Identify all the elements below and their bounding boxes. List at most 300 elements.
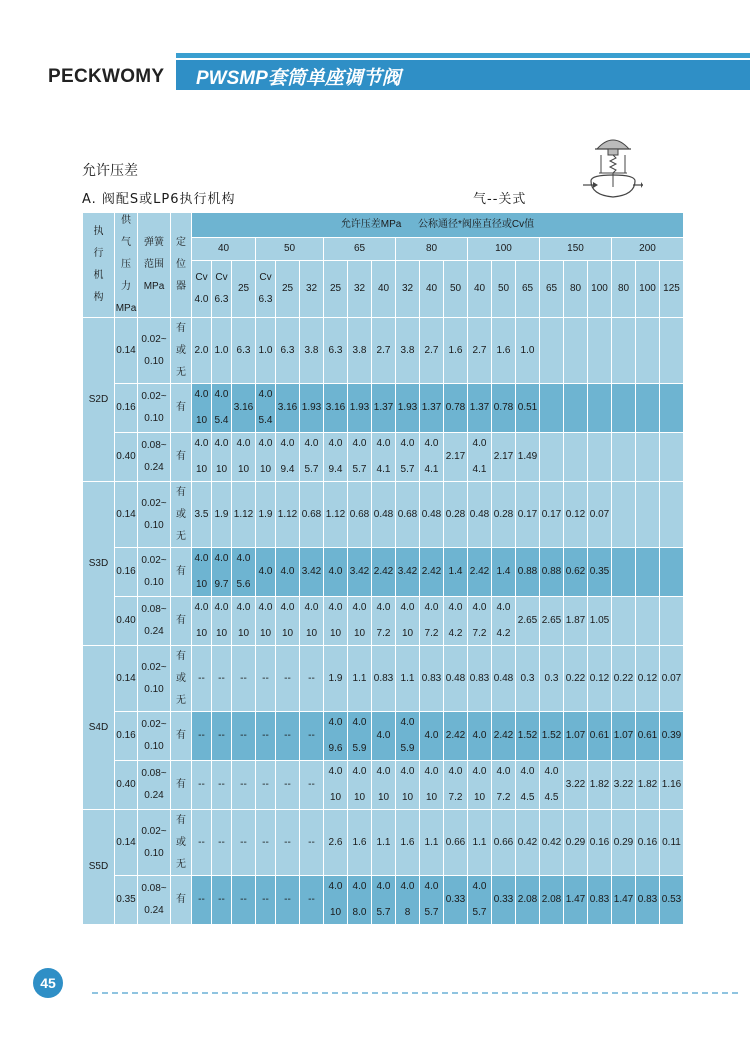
section-subtitle: A. 阀配S或LP6执行机构 [82,192,236,207]
value-cell: 0.83 [372,646,396,712]
seat-header: 32 [348,261,372,318]
actuator-label: S5D [83,810,115,925]
seat-header: 80 [564,261,588,318]
value-cell [540,384,564,433]
spring-range-cell: 0.08~ 0.24 [138,876,171,925]
value-cell: 1.12 [324,482,348,548]
value-cell [660,433,684,482]
value-cell: 4.0 9.4 [276,433,300,482]
value-cell: 1.9 [212,482,232,548]
value-cell: 0.11 [660,810,684,876]
spring-range-cell: 0.02~ 0.10 [138,548,171,597]
value-cell: 0.48 [468,482,492,548]
header-accent-line [176,53,750,58]
seat-header: 50 [492,261,516,318]
value-cell: 4.0 10 [300,597,324,646]
value-cell: 1.07 [564,712,588,761]
value-cell [636,597,660,646]
value-cell: 4.0 10 [212,433,232,482]
value-cell: 4.0 10 [396,761,420,810]
value-cell: 0.12 [564,482,588,548]
value-cell [636,384,660,433]
value-cell: 1.16 [660,761,684,810]
value-cell: 0.12 [588,646,612,712]
dn-group-header: 50 [256,237,324,261]
value-cell: 0.22 [564,646,588,712]
value-cell: 0.68 [348,482,372,548]
seat-header: 100 [636,261,660,318]
value-cell: 4.0 10 [192,548,212,597]
value-cell: -- [300,761,324,810]
spring-range-cell: 0.08~ 0.24 [138,761,171,810]
value-cell [588,384,612,433]
value-cell: 3.8 [348,318,372,384]
supply-pressure-cell: 0.35 [115,876,138,925]
value-cell: 1.0 [516,318,540,384]
value-cell: 4.0 10 [256,433,276,482]
value-cell: 4.0 4.5 [540,761,564,810]
value-cell: 1.12 [232,482,256,548]
value-cell: 0.42 [540,810,564,876]
value-cell: 4.0 10 [324,876,348,925]
spring-range-cell: 0.02~ 0.10 [138,810,171,876]
value-cell: 3.42 [348,548,372,597]
value-cell: 4.0 7.2 [420,597,444,646]
seat-header: 125 [660,261,684,318]
value-cell: 1.1 [396,646,420,712]
value-cell: 2.6 [324,810,348,876]
col-head-actuator: 执 行 机 构 [83,213,115,318]
value-cell: 2.0 [192,318,212,384]
positioner-cell: 有 [171,597,192,646]
value-cell: 1.1 [420,810,444,876]
value-cell: 4.0 4.2 [492,597,516,646]
value-cell: 0.48 [372,482,396,548]
value-cell: 4.0 4.1 [468,433,492,482]
table-row [83,810,684,876]
value-cell: -- [192,876,212,925]
value-cell: 0.3 [516,646,540,712]
table-row [83,712,684,761]
value-cell: 4.0 10 [192,597,212,646]
value-cell [660,597,684,646]
value-cell: 1.93 [396,384,420,433]
value-cell: 2.08 [540,876,564,925]
supply-pressure-cell: 0.40 [115,761,138,810]
seat-header: 40 [420,261,444,318]
supply-pressure-cell: 0.16 [115,384,138,433]
value-cell: 2.7 [372,318,396,384]
positioner-cell: 有 [171,433,192,482]
value-cell [660,482,684,548]
value-cell: 3.42 [300,548,324,597]
value-cell: 4.0 7.2 [492,761,516,810]
value-cell: -- [192,646,212,712]
value-cell [612,548,636,597]
positioner-cell: 有 或 无 [171,810,192,876]
value-cell: 1.37 [468,384,492,433]
value-cell: 6.3 [324,318,348,384]
value-cell: 0.29 [612,810,636,876]
value-cell: 0.78 [444,384,468,433]
value-cell: 4.0 9.6 [324,712,348,761]
value-cell: -- [256,876,276,925]
value-cell: 1.47 [612,876,636,925]
value-cell [636,433,660,482]
supply-pressure-cell: 0.14 [115,646,138,712]
value-cell: 2.7 [420,318,444,384]
value-cell: 4.0 4.2 [444,597,468,646]
value-cell [636,482,660,548]
seat-header: Cv 6.3 [212,261,232,318]
value-cell [660,548,684,597]
value-cell: 0.3 [540,646,564,712]
value-cell: 4.0 7.2 [468,597,492,646]
value-cell: 4.0 10 [324,597,348,646]
value-cell: 4.0 5.9 [396,712,420,761]
table-row [83,433,684,482]
value-cell: 0.42 [516,810,540,876]
value-cell: 4.0 5.7 [348,433,372,482]
value-cell: 4.0 [372,712,396,761]
value-cell: 1.9 [256,482,276,548]
value-cell: 0.22 [612,646,636,712]
value-cell: 1.6 [444,318,468,384]
value-cell: 2.17 [444,433,468,482]
value-cell: 2.42 [372,548,396,597]
value-cell: 1.87 [564,597,588,646]
table-row [83,548,684,597]
seat-header: 100 [588,261,612,318]
value-cell: -- [192,712,212,761]
value-cell: 4.0 5.4 [212,384,232,433]
seat-header: 32 [396,261,420,318]
value-cell: 4.0 5.6 [232,548,256,597]
seat-header: Cv 6.3 [256,261,276,318]
value-cell: 0.48 [444,646,468,712]
value-cell: 4.0 4.1 [420,433,444,482]
value-cell: 3.8 [300,318,324,384]
value-cell: -- [256,810,276,876]
value-cell: -- [256,761,276,810]
table-row [83,318,684,384]
section-title: 允许压差 [82,163,138,179]
value-cell: 0.61 [636,712,660,761]
value-cell [588,318,612,384]
value-cell: -- [256,646,276,712]
value-cell: 0.29 [564,810,588,876]
value-cell: 0.17 [516,482,540,548]
value-cell: 1.37 [420,384,444,433]
value-cell: 1.93 [300,384,324,433]
spring-range-cell: 0.08~ 0.24 [138,433,171,482]
value-cell: 4.0 5.4 [256,384,276,433]
value-cell: 4.0 4.1 [372,433,396,482]
value-cell: 1.52 [516,712,540,761]
value-cell: -- [232,712,256,761]
value-cell: 4.0 10 [276,597,300,646]
value-cell: -- [276,761,300,810]
value-cell: -- [212,761,232,810]
supply-pressure-cell: 0.16 [115,548,138,597]
spring-range-cell: 0.08~ 0.24 [138,597,171,646]
value-cell: 4.0 5.7 [468,876,492,925]
value-cell: 0.53 [660,876,684,925]
footer-divider [92,992,738,994]
seat-header: 25 [276,261,300,318]
value-cell: -- [192,810,212,876]
value-cell [612,433,636,482]
value-cell: 4.0 [420,712,444,761]
value-cell: 4.0 [324,548,348,597]
value-cell: -- [300,810,324,876]
value-cell: 4.0 8.0 [348,876,372,925]
value-cell: 2.42 [420,548,444,597]
value-cell: -- [232,810,256,876]
value-cell: 4.0 5.7 [372,876,396,925]
value-cell: 4.0 10 [372,761,396,810]
value-cell [540,433,564,482]
value-cell: 2.7 [468,318,492,384]
value-cell: 4.0 10 [232,597,256,646]
value-cell: 1.4 [492,548,516,597]
value-cell: -- [256,712,276,761]
value-cell [612,482,636,548]
value-cell: 1.1 [468,810,492,876]
spring-range-cell: 0.02~ 0.10 [138,318,171,384]
seat-header: 25 [324,261,348,318]
value-cell: 4.0 10 [192,433,212,482]
value-cell: 1.49 [516,433,540,482]
page-title: PWSMP套筒单座调节阀 [196,68,401,89]
value-cell: 0.62 [564,548,588,597]
value-cell: 4.0 [276,548,300,597]
value-cell: 3.22 [564,761,588,810]
value-cell [612,597,636,646]
actuator-label: S3D [83,482,115,646]
value-cell [612,384,636,433]
dn-group-header: 80 [396,237,468,261]
value-cell: 4.0 [468,712,492,761]
spring-range-cell: 0.02~ 0.10 [138,482,171,548]
spring-range-cell: 0.02~ 0.10 [138,646,171,712]
value-cell: 4.0 10 [232,433,256,482]
value-cell: 4.0 9.7 [212,548,232,597]
value-cell [660,384,684,433]
value-cell: 4.0 [256,548,276,597]
value-cell: 4.0 10 [396,597,420,646]
positioner-cell: 有 或 无 [171,482,192,548]
value-cell: 1.12 [276,482,300,548]
col-head-supply: 供 气 压 力 MPa [115,213,138,318]
value-cell: 4.0 10 [348,597,372,646]
value-cell: 3.5 [192,482,212,548]
valve-type-label: 气--关式 [473,192,527,207]
value-cell: -- [212,810,232,876]
value-cell: 3.22 [612,761,636,810]
value-cell: 0.88 [516,548,540,597]
actuator-label: S4D [83,646,115,810]
supply-pressure-cell: 0.40 [115,597,138,646]
value-cell: 1.0 [212,318,232,384]
value-cell: 3.16 [232,384,256,433]
value-cell: 4.0 10 [348,761,372,810]
value-cell: 4.0 5.7 [300,433,324,482]
value-cell: 0.12 [636,646,660,712]
value-cell: 0.17 [540,482,564,548]
value-cell: -- [276,646,300,712]
value-cell: 4.0 10 [324,761,348,810]
value-cell: 6.3 [232,318,256,384]
value-cell: 4.0 10 [212,597,232,646]
value-cell: -- [300,712,324,761]
spring-range-cell: 0.02~ 0.10 [138,712,171,761]
value-cell [660,318,684,384]
value-cell: 1.6 [492,318,516,384]
value-cell: 4.0 8 [396,876,420,925]
value-cell: 0.28 [492,482,516,548]
value-cell: 2.42 [444,712,468,761]
value-cell: 0.35 [588,548,612,597]
table-row [83,597,684,646]
value-cell: 1.47 [564,876,588,925]
dn-group-header: 65 [324,237,396,261]
value-cell: 1.82 [636,761,660,810]
supply-pressure-cell: 0.14 [115,318,138,384]
supply-pressure-cell: 0.14 [115,482,138,548]
supply-pressure-cell: 0.40 [115,433,138,482]
supply-pressure-cell: 0.16 [115,712,138,761]
value-cell: 2.65 [540,597,564,646]
supply-pressure-cell: 0.14 [115,810,138,876]
value-cell: -- [232,646,256,712]
value-cell: -- [232,761,256,810]
value-cell [612,318,636,384]
value-cell: 0.39 [660,712,684,761]
value-cell: 3.8 [396,318,420,384]
value-cell: 3.42 [396,548,420,597]
value-cell: 0.07 [588,482,612,548]
value-cell: 3.16 [324,384,348,433]
value-cell: -- [300,646,324,712]
value-cell: 2.17 [492,433,516,482]
value-cell: 4.0 4.5 [516,761,540,810]
pressure-table [82,212,684,925]
value-cell: 4.0 10 [420,761,444,810]
value-cell: 1.37 [372,384,396,433]
value-cell: 1.05 [588,597,612,646]
value-cell: 0.83 [588,876,612,925]
value-cell: 3.16 [276,384,300,433]
value-cell: 0.66 [444,810,468,876]
value-cell: 0.48 [492,646,516,712]
value-cell: -- [192,761,212,810]
value-cell: 1.52 [540,712,564,761]
value-cell: 0.07 [660,646,684,712]
top-header: 允许压差MPa 公称通径*阀座直径或Cv值 [192,213,684,238]
value-cell: 2.42 [468,548,492,597]
value-cell: 0.78 [492,384,516,433]
value-cell: 4.0 5.9 [348,712,372,761]
value-cell: 0.16 [588,810,612,876]
value-cell: 4.0 7.2 [372,597,396,646]
actuator-label: S2D [83,318,115,482]
seat-header: 65 [540,261,564,318]
value-cell: 0.51 [516,384,540,433]
value-cell: -- [300,876,324,925]
value-cell: -- [212,646,232,712]
value-cell: 0.68 [396,482,420,548]
value-cell: 2.65 [516,597,540,646]
value-cell: 4.0 10 [468,761,492,810]
value-cell: -- [276,876,300,925]
seat-header: 65 [516,261,540,318]
seat-header: 32 [300,261,324,318]
seat-header: 40 [468,261,492,318]
valve-diagram-icon [583,133,643,213]
dn-group-header: 100 [468,237,540,261]
value-cell: 1.4 [444,548,468,597]
value-cell: 0.68 [300,482,324,548]
value-cell: 2.08 [516,876,540,925]
value-cell [636,318,660,384]
value-cell [588,433,612,482]
value-cell: 0.61 [588,712,612,761]
value-cell: 1.9 [324,646,348,712]
value-cell: 1.1 [372,810,396,876]
value-cell: 4.0 10 [192,384,212,433]
seat-header: 80 [612,261,636,318]
value-cell: 1.6 [348,810,372,876]
value-cell: -- [212,876,232,925]
value-cell: -- [212,712,232,761]
seat-header: 50 [444,261,468,318]
value-cell: -- [232,876,256,925]
value-cell: 1.07 [612,712,636,761]
value-cell: 1.0 [256,318,276,384]
value-cell: 6.3 [276,318,300,384]
page-number: 45 [40,975,56,991]
value-cell: 0.33 [444,876,468,925]
value-cell: 0.33 [492,876,516,925]
value-cell: 0.66 [492,810,516,876]
value-cell: 4.0 5.7 [396,433,420,482]
seat-header: 25 [232,261,256,318]
value-cell [564,384,588,433]
value-cell [540,318,564,384]
dn-group-header: 40 [192,237,256,261]
spring-range-cell: 0.02~ 0.10 [138,384,171,433]
table-row [83,876,684,925]
value-cell: 0.28 [444,482,468,548]
value-cell: 4.0 10 [256,597,276,646]
value-cell: -- [276,810,300,876]
value-cell: 1.82 [588,761,612,810]
value-cell: 2.42 [492,712,516,761]
positioner-cell: 有 [171,876,192,925]
value-cell: -- [276,712,300,761]
value-cell: 0.83 [636,876,660,925]
dn-group-header: 200 [612,237,684,261]
col-head-spring: 弹簧 范围 MPa [138,213,171,318]
value-cell: 4.0 9.4 [324,433,348,482]
value-cell: 4.0 5.7 [420,876,444,925]
value-cell [564,433,588,482]
positioner-cell: 有 或 无 [171,318,192,384]
table-row [83,384,684,433]
seat-header: Cv 4.0 [192,261,212,318]
value-cell: 1.1 [348,646,372,712]
